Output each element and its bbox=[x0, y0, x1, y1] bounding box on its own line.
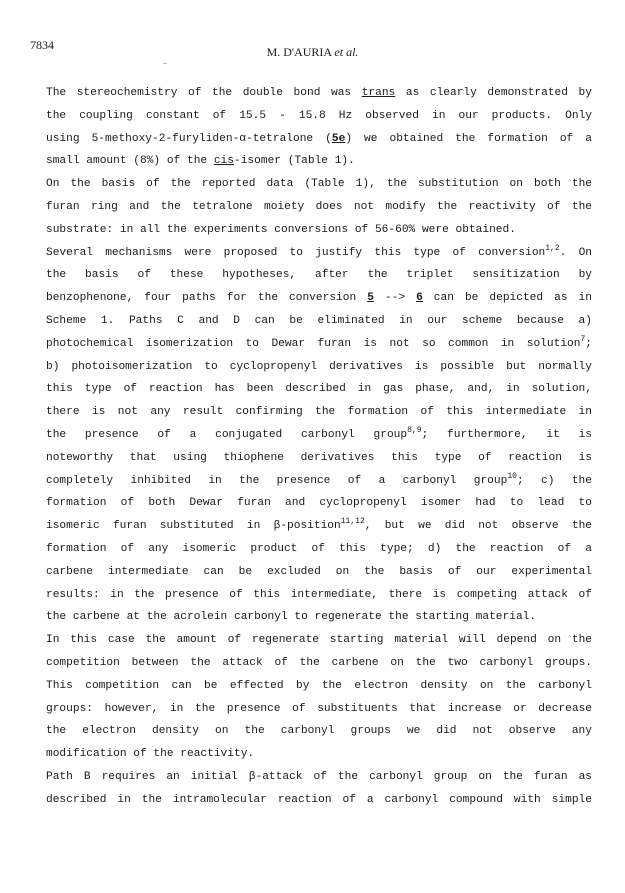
text-line bbox=[46, 82, 592, 105]
text-line bbox=[46, 492, 592, 515]
text-line bbox=[46, 219, 592, 242]
text-segment: small amount (8%) of the bbox=[46, 155, 214, 168]
running-head bbox=[0, 45, 625, 60]
text-segment: Path B requires an initial β-attack of the carbonyl group on the furan as bbox=[46, 770, 592, 783]
text-segment: can be depicted as in bbox=[422, 292, 592, 305]
text-segment: there is not any result confirming the formation of this intermediate in bbox=[46, 406, 592, 419]
citation-superscript: 8,9 bbox=[407, 425, 422, 435]
text-segment: In this case the amount of regenerate starting material will depend on the bbox=[46, 634, 592, 647]
text-segment: --> bbox=[373, 292, 417, 305]
text-segment: results: in the presence of this intermediate, there is competing attack of bbox=[46, 588, 592, 601]
text-segment: trans bbox=[361, 87, 396, 99]
text-line bbox=[46, 447, 592, 470]
text-segment: the carbene at the acrolein carbonyl to regenerate the starting material. bbox=[46, 611, 537, 624]
text-line bbox=[46, 515, 592, 538]
text-line bbox=[46, 538, 592, 561]
text-line bbox=[46, 698, 592, 721]
text-line bbox=[46, 675, 592, 698]
running-head-etal: et al. bbox=[334, 45, 359, 59]
text-segment: completely inhibited in the presence of a carbonyl group bbox=[46, 474, 508, 487]
running-head-authors: M. D'AURIA bbox=[266, 45, 332, 59]
text-segment: substrate: in all the experiments conversions of 56-60% were obtained. bbox=[46, 223, 516, 236]
text-line bbox=[46, 264, 592, 287]
text-segment: competition between the attack of the carbene on the two carbonyl groups. bbox=[46, 656, 592, 669]
text-segment: the electron density on the carbonyl groups we did not observe any bbox=[46, 725, 592, 738]
text-segment: cis bbox=[213, 155, 234, 168]
text-segment: ; furthermore, it is bbox=[421, 428, 592, 441]
text-segment: Scheme 1. Paths C and D can be eliminated in our scheme because a) bbox=[46, 314, 592, 327]
text-segment: the basis of these hypotheses, after the triplet sensitization by bbox=[46, 269, 592, 282]
citation-superscript: 1,2 bbox=[545, 243, 560, 253]
text-line bbox=[46, 356, 592, 379]
text-line bbox=[46, 584, 592, 607]
header-rule bbox=[163, 63, 167, 64]
text-segment: formation of any isomeric product of this type; d) the reaction of a bbox=[46, 542, 592, 555]
text-line bbox=[46, 287, 592, 310]
text-line bbox=[46, 401, 592, 424]
text-segment: b) photoisomerization to cyclopropenyl derivatives is possible but normally bbox=[46, 360, 592, 373]
text-line bbox=[46, 105, 592, 128]
text-segment: the coupling constant of 15.5 - 15.8 Hz observed in our products. Only bbox=[46, 109, 592, 122]
text-segment: modification of the reactivity. bbox=[46, 748, 255, 761]
text-segment: photochemical isomerization to Dewar furan is not so common in solution bbox=[46, 337, 581, 350]
text-line bbox=[46, 606, 592, 629]
text-segment: -isomer (Table 1). bbox=[234, 155, 355, 168]
body-text bbox=[46, 82, 592, 812]
text-line bbox=[46, 629, 592, 652]
citation-superscript: 10 bbox=[507, 471, 517, 481]
text-segment: , but we did not observe the bbox=[364, 520, 593, 533]
text-line bbox=[46, 196, 592, 219]
text-line bbox=[46, 561, 592, 584]
text-segment: benzophenone, four paths for the conversion bbox=[46, 292, 368, 305]
text-line bbox=[46, 242, 592, 265]
text-line bbox=[46, 424, 592, 447]
text-segment: using 5-methoxy-2-furyliden-α-tetralone ( bbox=[46, 132, 332, 145]
text-segment: carbene intermediate can be excluded on the basis of our experimental bbox=[46, 565, 592, 578]
text-line bbox=[46, 743, 592, 766]
text-segment: ; c) the bbox=[516, 474, 592, 487]
text-segment: isomeric furan substituted in β-position bbox=[46, 520, 341, 533]
text-line bbox=[46, 789, 592, 812]
text-segment: described in the intramolecular reaction of a carbonyl compound with simple bbox=[46, 793, 592, 806]
text-segment: 5e bbox=[331, 132, 346, 145]
text-line bbox=[46, 766, 592, 789]
text-line bbox=[46, 470, 592, 493]
page-number: 7834 bbox=[30, 38, 54, 52]
text-segment: . On bbox=[559, 246, 593, 259]
citation-superscript: 7 bbox=[580, 334, 586, 344]
text-segment: noteworthy that using thiophene derivatives this type of reaction is bbox=[46, 451, 592, 464]
text-line bbox=[46, 310, 592, 333]
text-line bbox=[46, 652, 592, 675]
text-segment: This competition can be effected by the electron density on the carbonyl bbox=[46, 679, 592, 692]
text-segment: formation of both Dewar furan and cyclopropenyl isomer had to lead to bbox=[46, 497, 592, 510]
text-line bbox=[46, 720, 592, 743]
text-line bbox=[46, 150, 592, 173]
text-line bbox=[46, 173, 592, 196]
text-segment: groups: however, in the presence of substituents that increase or decrease bbox=[46, 702, 592, 715]
text-segment: Several mechanisms were proposed to justify this type of conversion bbox=[46, 246, 546, 259]
text-segment: furan ring and the tetralone moiety does not modify the reactivity of the bbox=[46, 200, 592, 213]
citation-superscript: 11,12 bbox=[340, 517, 365, 527]
text-segment: ; bbox=[585, 337, 592, 350]
text-segment: this type of reaction has been described in gas phase, and, in solution, bbox=[46, 383, 592, 396]
text-line bbox=[46, 128, 592, 151]
text-segment: 6 bbox=[416, 292, 423, 305]
text-segment: ) we obtained the formation of a bbox=[345, 132, 592, 145]
text-segment: On the basis of the reported data (Table 1), the substitution on both the bbox=[46, 178, 592, 191]
text-segment: The stereochemistry of the double bond was bbox=[46, 87, 362, 99]
text-segment: 5 bbox=[367, 292, 374, 305]
text-line bbox=[46, 378, 592, 401]
text-segment: the presence of a conjugated carbonyl group bbox=[46, 428, 408, 441]
text-line bbox=[46, 333, 592, 356]
text-segment: as clearly demonstrated by bbox=[395, 87, 592, 99]
